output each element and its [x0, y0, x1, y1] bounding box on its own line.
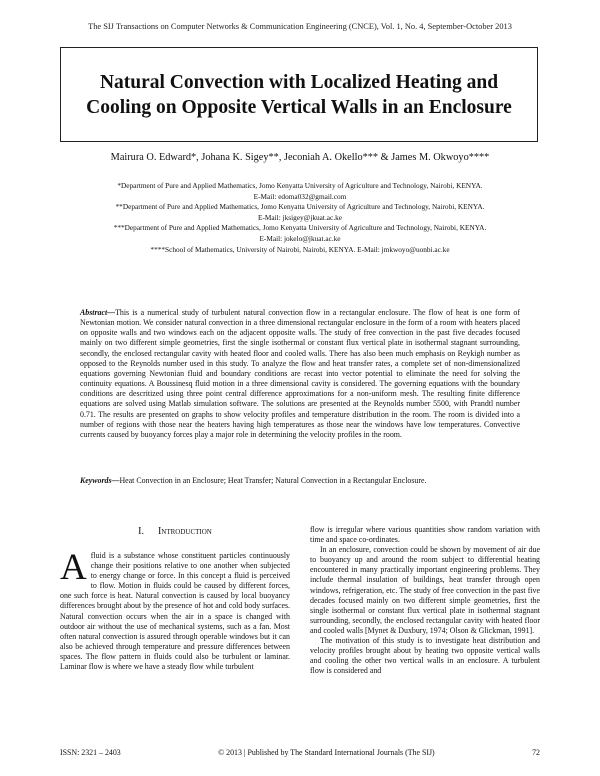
section-title: Introduction [157, 526, 212, 537]
affiliation-2: **Department of Pure and Applied Mathematics, Jomo Kenyatta University of Agriculture and Technology, Nairobi, KENYA. [115, 202, 485, 212]
page-number: 72 [532, 748, 540, 757]
keywords-label: Keywords— [80, 476, 120, 485]
title-box [60, 47, 538, 142]
intro-text: fluid is a substance whose constituent particles continuously change their positions relative to one another when subjected to energy change or force. In this concept a fluid is perceived to flow. Motion in fluids could be caused by different forces, one such force is heat. Natural convection is caused by local buoyancy differences brought about by the presence of hot and cold body surfaces. Natural convection occurs when the air in a space is changed with outdoor air without the use of mechanical systems, such as a fan. Most often natural convection is assured through operable windows but it can also be achieved through temperature and pressure differences between spaces. The flow pattern in fluids could also be turbulent or laminar. Laminar flow is where we have a steady flow while turbulent [60, 551, 290, 672]
abstract [80, 308, 520, 440]
footer-publisher: © 2013 | Published by The Standard International Journals (The SIJ) [218, 748, 435, 757]
intro-paragraph [60, 547, 290, 672]
section-heading [60, 527, 290, 539]
author-list: Mairura O. Edward*, Johana K. Sigey**, Jeconiah A. Okello*** & James M. Okwoyo**** [110, 152, 490, 163]
affiliations [60, 181, 540, 255]
paragraph-enclosure: In an enclosure, convection could be shown by movement of air due to buoyancy up and around the room subject to differential heating encountered in many practically important engineering problems. They include thermal insulation of buildings, heat transfer through open windows, refrigeration, etc. The study of free convection in the past five decades focused mainly on two different simple geometries, first the single isothermal or constant flux vertical plate in isothermal stagnant surrounding, secondly, the enclosed rectangular cavity with heated floor and cooled walls [Mynet & Duxbury, 1974; Olson & Glickman, 1991]. [310, 545, 540, 635]
affiliation-4: ****School of Mathematics, University of Nairobi, Nairobi, KENYA. E-Mail: jmkwoyo@uonbi.ac.ke [150, 244, 450, 254]
left-column [60, 526, 290, 672]
affiliation-3-email: E-Mail: jokelo@jkuat.ac.ke [259, 233, 341, 243]
affiliation-3: ***Department of Pure and Applied Mathematics, Jomo Kenyatta University of Agriculture and Technology, Nairobi, KENYA. [113, 223, 487, 233]
section-number: I. [138, 526, 144, 537]
keywords [80, 476, 520, 486]
paragraph-continued: flow is irregular where various quantities show random variation with time and space co-ordinates. [310, 525, 540, 545]
abstract-label: Abstract— [80, 308, 116, 317]
paper-title: Natural Convection with Localized Heating and Cooling on Opposite Vertical Walls in an Enclosure [86, 71, 512, 118]
drop-cap: A [60, 547, 87, 588]
keywords-text: Heat Convection in an Enclosure; Heat Transfer; Natural Convection in a Rectangular Enclosure. [119, 476, 427, 485]
abstract-text: This is a numerical study of turbulent natural convection flow in a rectangular enclosure. The flow of heat is one form of Newtonian motion. We consider natural convection in a three dimensional rectangular enclosure in the form of a room with heaters placed on opposite walls and two windows each on the adjacent opposite walls. The study of free convection in the past five decades focused mainly on two different simple geometries, first the single isothermal or constant flux vertical plate in isothermal stagnant surrounding, secondly, the enclosed rectangular cavity with heated floor and cooled walls. There has also been much emphasis on Reykigh number as opposed to the Reynolds number used in this study. To analyze the flow and heat transfer rates, a complete set of non-dimensionalized equations governing Newtonian fluid and boundary conditions are recast into vector potential to eliminate the need for solving the continuity equations. A Boussinesq fluid motion in a three dimensional cavity is considered. The governing equations with the boundary conditions are descritized using three point central difference approximations for a non-uniform mesh. The resulting finite difference equations are solved using Matlab simulation software. The solutions are presented at the Reynolds number 5500, with Prandtl number 0.71. The results are presented on graphs to show velocity profiles and temperature distribution in the room. The room is divided into a number of regions with those near the heaters having high temperatures as those near the windows have low temperatures. Convective currents caused by buoyancy forces play a major role in determining the velocity profiles in the room. [80, 308, 520, 439]
affiliation-1: *Department of Pure and Applied Mathematics, Jomo Kenyatta University of Agriculture and Technology, Nairobi, KENYA. [117, 181, 483, 190]
paragraph-motivation: The motivation of this study is to investigate heat distribution and velocity profiles brought about by heating two opposite vertical walls and cooling the other two vertical walls in an enclosure. A turbulent flow is considered and [310, 636, 540, 676]
affiliation-2-email: E-Mail: jksigey@jkuat.ac.ke [258, 212, 342, 222]
affiliation-1-email: E-Mail: edoma032@gmail.com [253, 191, 347, 201]
right-column [310, 525, 540, 676]
page-footer [60, 748, 540, 757]
footer-issn: ISSN: 2321 – 2403 [60, 748, 121, 757]
running-head: The SIJ Transactions on Computer Networks & Communication Engineering (CNCE), Vol. 1, No. 4, September-October 2013 [88, 22, 512, 31]
